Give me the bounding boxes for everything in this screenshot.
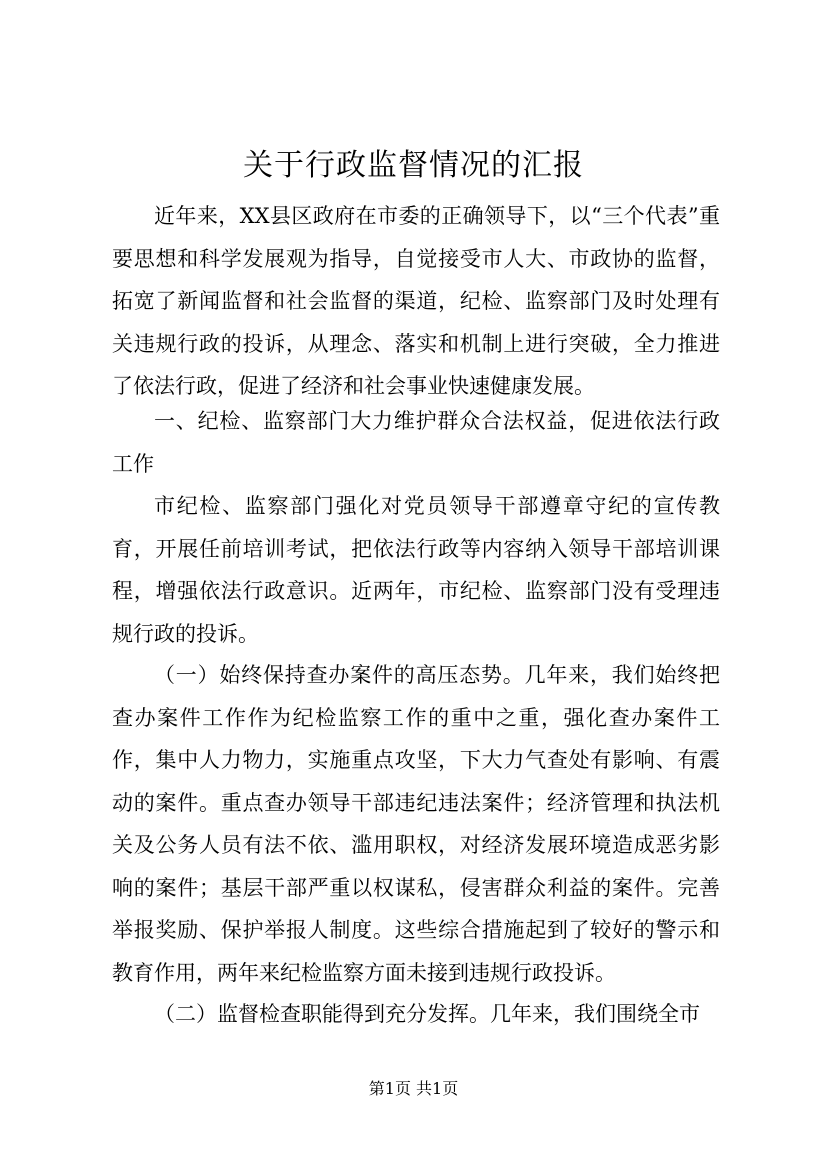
subsection-two-paragraph: （二）监督检查职能得到充分发挥。几年来，我们围绕全市 — [154, 1002, 700, 1026]
document-title: 关于行政监督情况的汇报 — [243, 148, 584, 183]
subsection-one-paragraph: （一）始终保持查办案件的高压态势。几年来，我们始终把查办案件工作作为纪检监察工作的重中之重，强化查办案件工作，集中人力物力，实施重点攻坚，下大力气查处有影响、有震动的案件。重点查办领导干部违纪违法案件；经济管理和执法机关及公务人员有法不依、滥用职权，对经济发展环境造成恶劣影响的案件；基层干部严重以权谋私，侵害群众利益的案件。完善举报奖励、保护举报人制度。这些综合措施起到了较好的警示和教育作用，两年来纪检监察方面未接到违规行政投诉。 — [112, 663, 720, 985]
intro-paragraph: 近年来，XX县区政府在市委的正确领导下，以“三个代表”重要思想和科学发展观为指导，自觉接受市人大、市政协的监督，拓宽了新闻监督和社会监督的渠道，纪检、监察部门及时处理有关违规行政的投诉，从理念、落实和机制上进行突破，全力推进了依法行政，促进了经济和社会事业快速健康发展。 — [112, 204, 720, 398]
section-heading: 一、纪检、监察部门大力维护群众合法权益，促进依法行政工作 — [112, 409, 720, 476]
body-paragraph: 市纪检、监察部门强化对党员领导干部遵章守纪的宣传教育，开展任前培训考试，把依法行政等内容纳入领导干部培训课程，增强依法行政意识。近两年，市纪检、监察部门没有受理违规行政的投诉。 — [112, 494, 720, 646]
page-footer: 第1页 共1页 — [368, 1079, 459, 1098]
